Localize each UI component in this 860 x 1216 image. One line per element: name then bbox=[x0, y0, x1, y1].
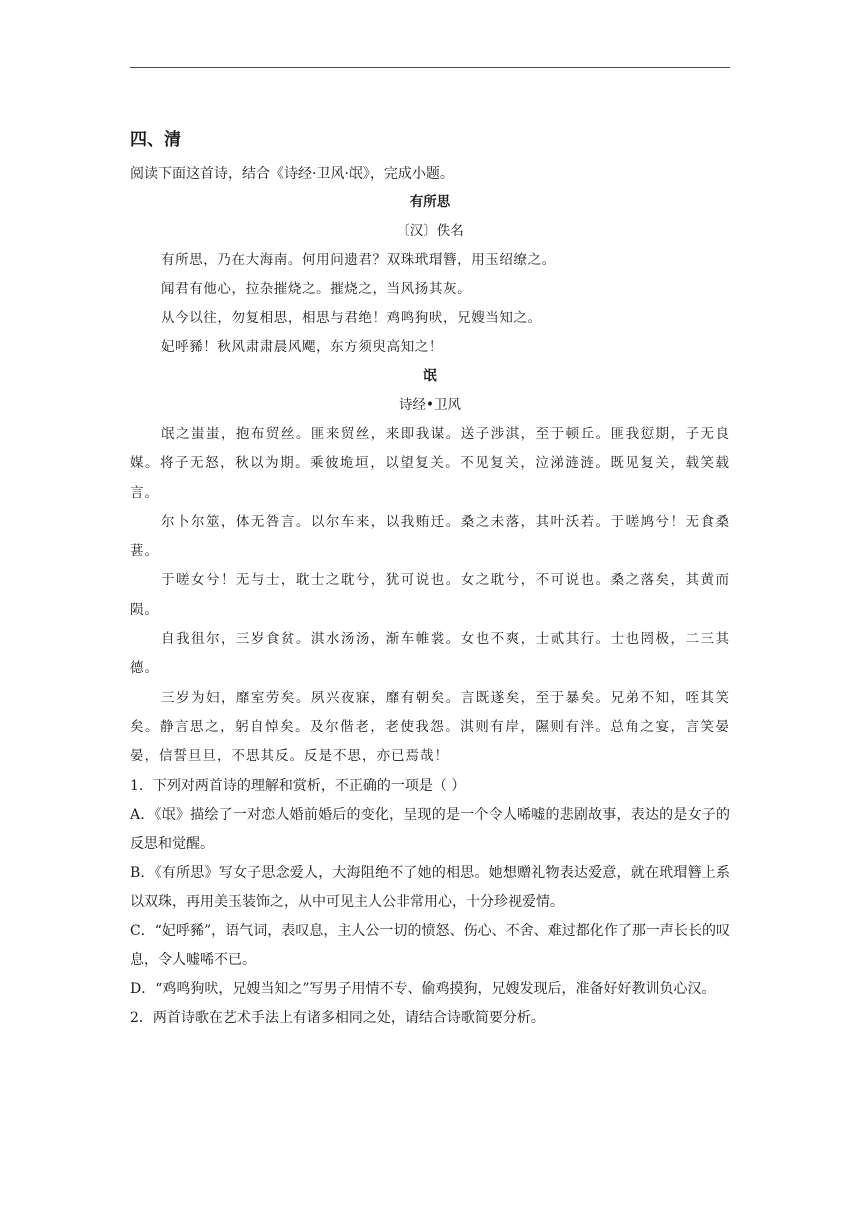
questions bbox=[130, 772, 730, 1033]
poem2-stanza: 氓之蚩蚩，抱布贸丝。匪来贸丝，来即我谋。送子涉淇，至于顿丘。匪我愆期，子无良媒。将子无怒，秋以为期。乘彼垝垣，以望复关。不见复关，泣涕涟涟。既见复关，载笑载言。 bbox=[130, 426, 730, 501]
poem2-author: 诗经•卫风 bbox=[399, 397, 461, 413]
question-1-option-b: B．《有所思》写女子思念爱人，大海阻绝不了她的相思。她想赠礼物表达爱意，就在玳瑁簪上系以双珠，再用美玉装饰之，从中可见主人公非常用心，十分珍视爱情。 bbox=[130, 864, 730, 910]
poem2-stanza: 自我徂尔，三岁食贫。淇水汤汤，渐车帷裳。女也不爽，士贰其行。士也罔极，二三其德。 bbox=[130, 631, 730, 677]
poem1-author: 〔汉〕佚名 bbox=[396, 223, 464, 239]
poem1-line: 有所思，乃在大海南。何用问遗君？双珠玳瑁簪，用玉绍缭之。 bbox=[161, 252, 556, 268]
header-rule bbox=[130, 67, 730, 68]
poem2-stanza: 于嗟女兮！无与士，耽士之耽兮，犹可说也。女之耽兮，不可说也。桑之落矣，其黄而陨。 bbox=[130, 572, 730, 618]
poem2-stanza: 尔卜尔筮，体无咎言。以尔车来，以我贿迁。桑之未落，其叶沃若。于嗟鸠兮！无食桑葚。 bbox=[130, 513, 730, 560]
poem-you-suo-si bbox=[130, 188, 730, 362]
poem2-title: 氓 bbox=[423, 368, 437, 384]
poem1-line: 从今以往，勿复相思，相思与君绝！鸡鸣狗吠，兄嫂当知之。 bbox=[161, 310, 542, 326]
question-1-option-d: D．“鸡鸣狗吠，兄嫂当知之”写男子用情不专、偷鸡摸狗，兄嫂发现后，准备好好教训负心汉。 bbox=[130, 980, 716, 997]
question-1-option-c: C．“妃呼豨”，语气词，表叹息，主人公一切的愤怒、伤心、不舍、难过都化作了那一声长长的叹息，令人嘘唏不已。 bbox=[130, 922, 730, 968]
poem1-line: 妃呼豨！秋风肃肃晨风飔，东方须臾高知之！ bbox=[161, 339, 443, 355]
question-1-option-a: A．《氓》描绘了一对恋人婚前婚后的变化，呈现的是一个令人唏嘘的悲剧故事，表达的是女子的反思和觉醒。 bbox=[130, 806, 730, 852]
section-intro: 阅读下面这首诗，结合《诗经·卫风·氓》，完成小题。 bbox=[130, 166, 454, 182]
poem-meng bbox=[130, 362, 730, 772]
poem2-stanza: 三岁为妇，靡室劳矣。夙兴夜寐，靡有朝矣。言既遂矣，至于暴矣。兄弟不知，咥其笑矣。静言思之，躬自悼矣。及尔偕老，老使我怨。淇则有岸，隰则有泮。总角之宴，言笑晏晏，信誓旦旦，不思其反。反是不思，亦已焉哉！ bbox=[130, 689, 730, 765]
section-title: 四、清 bbox=[130, 130, 181, 150]
poem1-line: 闻君有他心，拉杂摧烧之。摧烧之，当风扬其灰。 bbox=[161, 281, 472, 297]
question-2-stem: 2．两首诗歌在艺术手法上有诸多相同之处，请结合诗歌简要分析。 bbox=[130, 1009, 545, 1026]
question-1-stem: 1．下列对两首诗的理解和赏析，不正确的一项是（ ） bbox=[130, 777, 466, 794]
document-body bbox=[130, 120, 730, 1033]
poem1-title: 有所思 bbox=[409, 194, 451, 210]
